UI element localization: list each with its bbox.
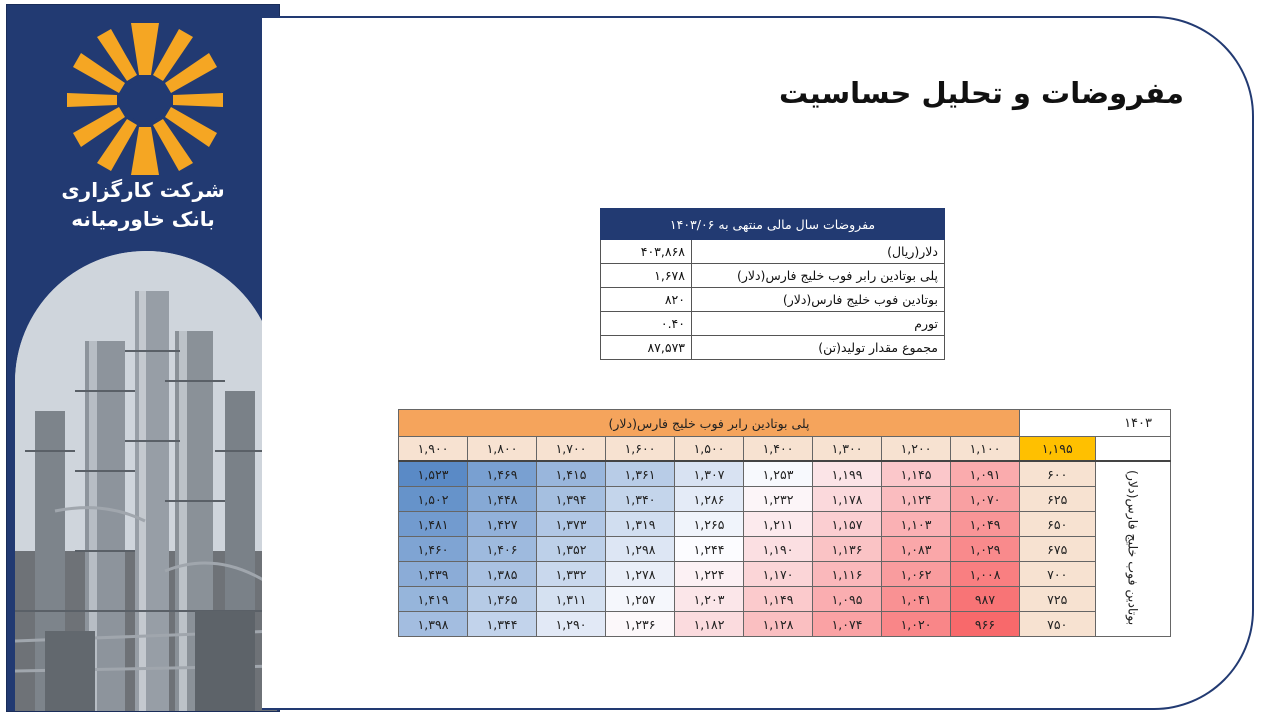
assumption-value: ۸۲۰	[601, 288, 692, 312]
assumption-value: ۱,۶۷۸	[601, 264, 692, 288]
sens-price-header: ۱,۸۰۰	[468, 437, 537, 462]
sens-price-header: ۱,۷۰۰	[537, 437, 606, 462]
sens-cell: ۱,۱۵۷	[813, 512, 882, 537]
assumption-label: تورم	[692, 312, 945, 336]
assumption-row	[601, 336, 945, 360]
sens-cell: ۱,۱۲۴	[882, 487, 951, 512]
sens-cell: ۱,۳۹۴	[537, 487, 606, 512]
sens-cell: ۱,۴۰۶	[468, 537, 537, 562]
sens-header-row	[399, 410, 1171, 437]
sensitivity-table	[398, 409, 1171, 637]
sens-cell: ۱,۳۱۱	[537, 587, 606, 612]
sens-cell: ۱,۲۱۱	[744, 512, 813, 537]
sens-cell: ۱,۱۷۰	[744, 562, 813, 587]
sens-cell: ۱,۲۴۴	[675, 537, 744, 562]
sens-cell: ۱,۰۷۰	[951, 487, 1020, 512]
plant-photo	[15, 251, 277, 712]
sens-cell: ۱,۴۶۰	[399, 537, 468, 562]
sens-price-header: ۱,۳۰۰	[813, 437, 882, 462]
sens-cell: ۹۶۶	[951, 612, 1020, 637]
sens-cell: ۱,۲۰۳	[675, 587, 744, 612]
sens-cell: ۱,۰۹۱	[951, 461, 1020, 487]
page-title: مفروضات و تحلیل حساسیت	[779, 76, 1184, 110]
sens-cell: ۱,۱۲۸	[744, 612, 813, 637]
sens-cell: ۱,۱۰۳	[882, 512, 951, 537]
assumption-row	[601, 288, 945, 312]
sens-price-header: ۱,۹۰۰	[399, 437, 468, 462]
assumption-row	[601, 312, 945, 336]
sens-cell: ۱,۴۱۹	[399, 587, 468, 612]
sens-price-header: ۱,۶۰۰	[606, 437, 675, 462]
sens-cell: ۱,۱۳۶	[813, 537, 882, 562]
sens-cell: ۱,۴۶۹	[468, 461, 537, 487]
refinery-illustration-icon	[15, 251, 277, 712]
sens-cell: ۱,۴۲۷	[468, 512, 537, 537]
sens-cell: ۱,۴۱۵	[537, 461, 606, 487]
sens-cell: ۱,۲۳۶	[606, 612, 675, 637]
assumptions-table	[600, 208, 945, 360]
sens-data-row	[399, 537, 1171, 562]
sens-cell: ۱,۱۴۵	[882, 461, 951, 487]
sens-cell: ۱,۱۴۹	[744, 587, 813, 612]
sens-row-value: ۷۲۵	[1020, 587, 1096, 612]
sens-cell: ۱,۳۳۲	[537, 562, 606, 587]
assumption-row	[601, 264, 945, 288]
sens-data-row	[399, 487, 1171, 512]
sens-cell: ۱,۰۲۹	[951, 537, 1020, 562]
sens-cell: ۱,۳۱۹	[606, 512, 675, 537]
sens-cell: ۱,۱۹۹	[813, 461, 882, 487]
sens-cell: ۱,۲۶۵	[675, 512, 744, 537]
sens-cell: ۱,۰۲۰	[882, 612, 951, 637]
sens-cell: ۱,۳۹۸	[399, 612, 468, 637]
sens-cell: ۱,۰۴۹	[951, 512, 1020, 537]
sens-cell: ۱,۱۸۲	[675, 612, 744, 637]
sens-cell: ۱,۳۶۱	[606, 461, 675, 487]
sens-cell: ۱,۲۳۲	[744, 487, 813, 512]
sens-row-value: ۷۵۰	[1020, 612, 1096, 637]
sens-cell: ۱,۳۵۲	[537, 537, 606, 562]
assumption-value: ۸۷,۵۷۳	[601, 336, 692, 360]
sens-row-value: ۶۷۵	[1020, 537, 1096, 562]
sens-row-value: ۶۵۰	[1020, 512, 1096, 537]
brand-name-line1: شرکت کارگزاری	[61, 178, 225, 202]
brand-name-line2: بانک خاورمیانه	[71, 207, 215, 231]
sens-cell: ۱,۱۱۶	[813, 562, 882, 587]
sens-row-value: ۶۰۰	[1020, 461, 1096, 487]
sens-cell: ۱,۳۴۴	[468, 612, 537, 637]
sens-cell: ۱,۵۰۲	[399, 487, 468, 512]
assumption-row	[601, 240, 945, 264]
sens-row-value: ۶۲۵	[1020, 487, 1096, 512]
sens-price-header: ۱,۱۰۰	[951, 437, 1020, 462]
sens-cell: ۱,۴۳۹	[399, 562, 468, 587]
assumption-label: دلار(ریال)	[692, 240, 945, 264]
sens-cell: ۱,۰۷۴	[813, 612, 882, 637]
sens-cell: ۱,۱۷۸	[813, 487, 882, 512]
sens-cell: ۱,۲۹۰	[537, 612, 606, 637]
sens-cell: ۱,۵۲۳	[399, 461, 468, 487]
sens-cell: ۱,۴۸۱	[399, 512, 468, 537]
sens-cell: ۱,۰۶۲	[882, 562, 951, 587]
sens-price-header: ۱,۴۰۰	[744, 437, 813, 462]
sens-row-header-text: بوتادین فوب خلیج فارس(دلار)	[1125, 469, 1141, 626]
sens-col-header: پلی بوتادین رابر فوب خلیج فارس(دلار)	[399, 410, 1020, 437]
sens-cell: ۱,۳۷۳	[537, 512, 606, 537]
assumption-label: پلی بوتادین رابر فوب خلیج فارس(دلار)	[692, 264, 945, 288]
sens-data-row	[399, 512, 1171, 537]
sens-data-row	[399, 612, 1171, 637]
sens-cell: ۱,۲۲۴	[675, 562, 744, 587]
brand-panel	[6, 4, 280, 712]
sens-row-header	[1095, 461, 1171, 637]
sens-cell: ۱,۳۶۵	[468, 587, 537, 612]
sens-data-row	[399, 587, 1171, 612]
sens-data-row	[399, 461, 1171, 487]
sens-year-cell: ۱۴۰۳	[1020, 410, 1171, 437]
sens-cell: ۱,۰۹۵	[813, 587, 882, 612]
sens-blank-cell	[1095, 437, 1171, 462]
sens-cell: ۱,۲۷۸	[606, 562, 675, 587]
sens-cell: ۱,۰۸۳	[882, 537, 951, 562]
assumption-value: ۰.۴۰	[601, 312, 692, 336]
sens-cell: ۱,۳۴۰	[606, 487, 675, 512]
sens-data-row	[399, 562, 1171, 587]
sens-price-header: ۱,۲۰۰	[882, 437, 951, 462]
sens-cell: ۱,۴۴۸	[468, 487, 537, 512]
assumption-value: ۴۰۳,۸۶۸	[601, 240, 692, 264]
sens-cell: ۱,۳۸۵	[468, 562, 537, 587]
assumption-label: مجموع مقدار تولید(تن)	[692, 336, 945, 360]
sens-price-row	[399, 437, 1171, 462]
assumption-label: بوتادین فوب خلیج فارس(دلار)	[692, 288, 945, 312]
sens-cell: ۱,۱۹۰	[744, 537, 813, 562]
sens-cell: ۱,۰۴۱	[882, 587, 951, 612]
sun-logo-icon	[67, 23, 223, 175]
sens-cell: ۱,۲۹۸	[606, 537, 675, 562]
sens-cell: ۱,۲۸۶	[675, 487, 744, 512]
assumptions-header: مفروضات سال مالی منتهی به ۱۴۰۳/۰۶	[601, 209, 945, 240]
sens-cell: ۱,۲۵۷	[606, 587, 675, 612]
sens-corner-value: ۱,۱۹۵	[1020, 437, 1096, 462]
sens-price-header: ۱,۵۰۰	[675, 437, 744, 462]
sens-cell: ۱,۲۵۳	[744, 461, 813, 487]
sens-cell: ۹۸۷	[951, 587, 1020, 612]
sens-cell: ۱,۳۰۷	[675, 461, 744, 487]
sens-row-value: ۷۰۰	[1020, 562, 1096, 587]
sens-cell: ۱,۰۰۸	[951, 562, 1020, 587]
